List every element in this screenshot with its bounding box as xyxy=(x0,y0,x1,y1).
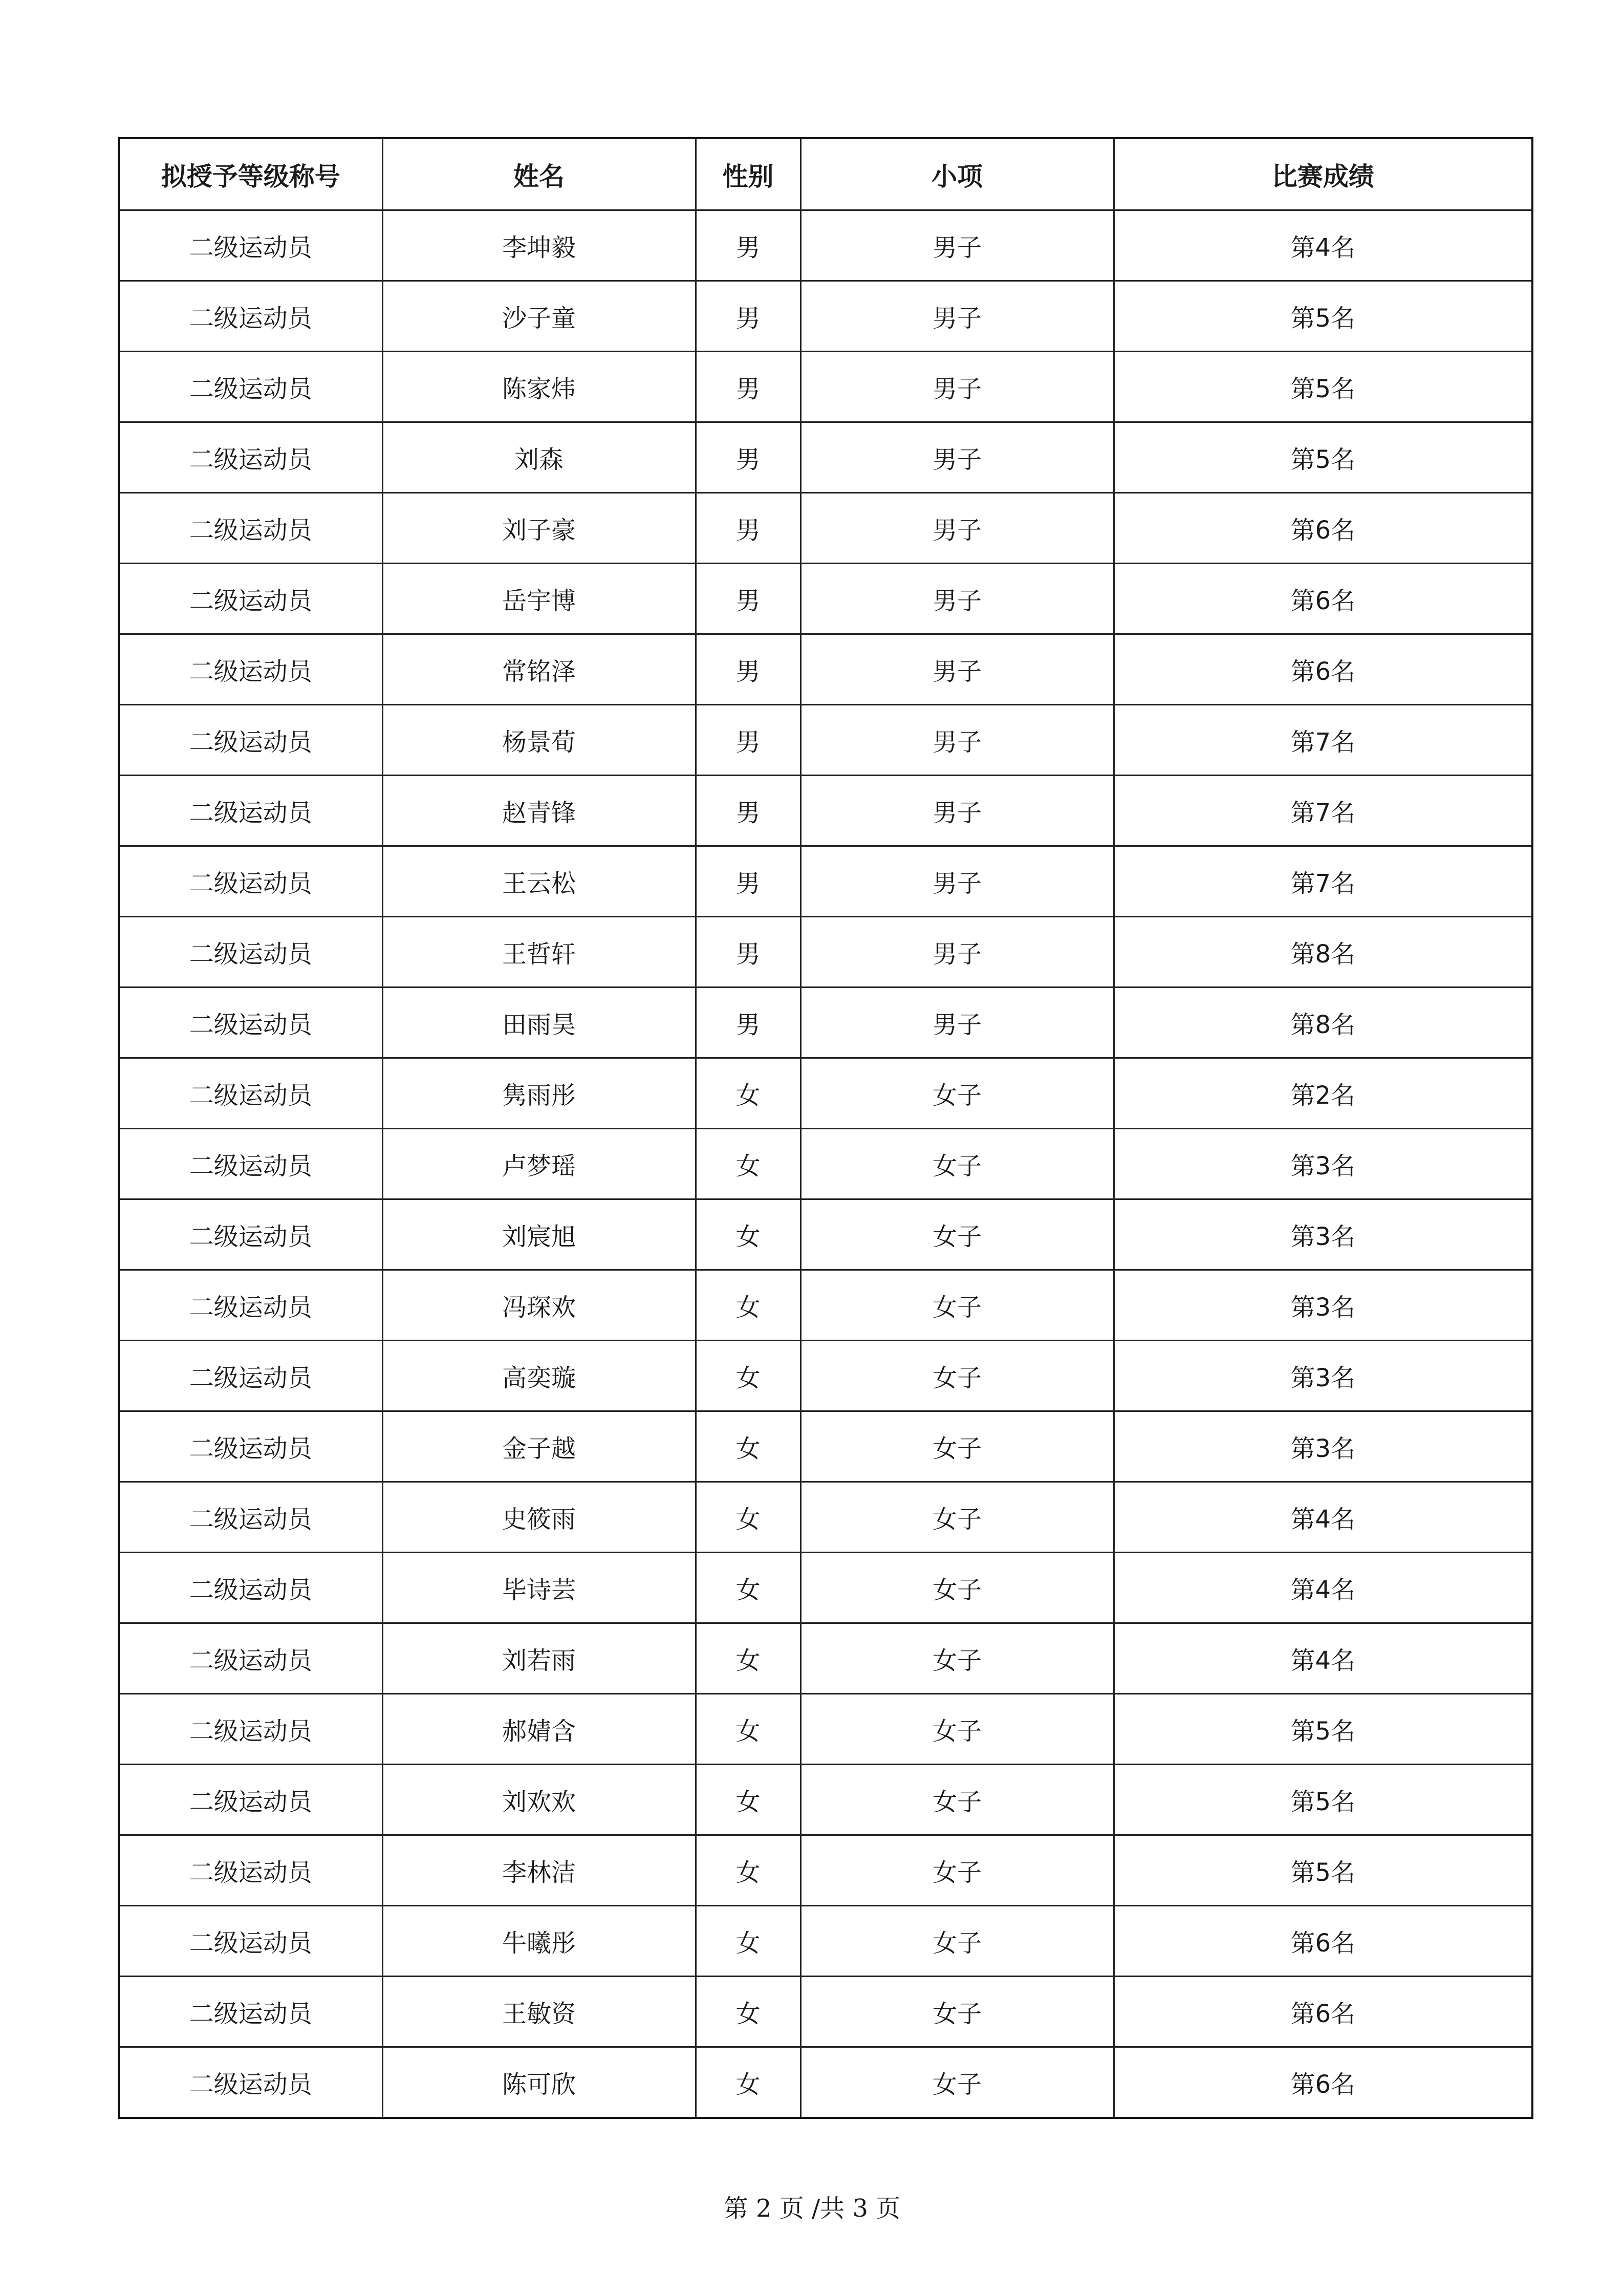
table-row xyxy=(119,1199,1532,1270)
cell-gender: 男 xyxy=(696,422,800,493)
table-row xyxy=(119,1906,1532,1977)
table-body xyxy=(119,210,1532,2118)
cell-gender: 女 xyxy=(696,2047,800,2118)
cell-result: 第6名 xyxy=(1114,1906,1532,1977)
table-row xyxy=(119,422,1532,493)
cell-gender: 女 xyxy=(696,1058,800,1129)
header-name: 姓名 xyxy=(382,138,696,210)
cell-gender: 男 xyxy=(696,352,800,422)
cell-result: 第3名 xyxy=(1114,1341,1532,1411)
cell-title-grade: 二级运动员 xyxy=(119,564,382,634)
cell-gender: 男 xyxy=(696,634,800,705)
cell-gender: 女 xyxy=(696,1623,800,1694)
cell-name: 田雨昊 xyxy=(382,988,696,1058)
cell-name: 刘子豪 xyxy=(382,493,696,564)
cell-result: 第3名 xyxy=(1114,1199,1532,1270)
table-row xyxy=(119,1765,1532,1835)
header-event: 小项 xyxy=(800,138,1114,210)
cell-title-grade: 二级运动员 xyxy=(119,1835,382,1906)
cell-event: 女子 xyxy=(800,2047,1114,2118)
cell-result: 第4名 xyxy=(1114,1623,1532,1694)
table-row xyxy=(119,1977,1532,2047)
cell-event: 男子 xyxy=(800,705,1114,776)
cell-result: 第6名 xyxy=(1114,493,1532,564)
cell-title-grade: 二级运动员 xyxy=(119,1623,382,1694)
table-row xyxy=(119,1411,1532,1482)
cell-name: 高奕璇 xyxy=(382,1341,696,1411)
cell-gender: 男 xyxy=(696,210,800,281)
cell-title-grade: 二级运动员 xyxy=(119,634,382,705)
cell-name: 史筱雨 xyxy=(382,1482,696,1553)
cell-name: 刘森 xyxy=(382,422,696,493)
cell-title-grade: 二级运动员 xyxy=(119,1977,382,2047)
cell-result: 第7名 xyxy=(1114,776,1532,846)
cell-result: 第7名 xyxy=(1114,846,1532,917)
cell-gender: 男 xyxy=(696,493,800,564)
table-row xyxy=(119,564,1532,634)
cell-title-grade: 二级运动员 xyxy=(119,210,382,281)
cell-title-grade: 二级运动员 xyxy=(119,846,382,917)
cell-result: 第6名 xyxy=(1114,634,1532,705)
cell-name: 陈可欣 xyxy=(382,2047,696,2118)
cell-name: 金子越 xyxy=(382,1411,696,1482)
cell-result: 第6名 xyxy=(1114,564,1532,634)
cell-title-grade: 二级运动员 xyxy=(119,2047,382,2118)
cell-result: 第6名 xyxy=(1114,2047,1532,2118)
table-row xyxy=(119,1553,1532,1623)
cell-title-grade: 二级运动员 xyxy=(119,988,382,1058)
cell-event: 女子 xyxy=(800,1058,1114,1129)
cell-title-grade: 二级运动员 xyxy=(119,1411,382,1482)
cell-result: 第6名 xyxy=(1114,1977,1532,2047)
cell-result: 第5名 xyxy=(1114,352,1532,422)
cell-event: 男子 xyxy=(800,210,1114,281)
cell-result: 第7名 xyxy=(1114,705,1532,776)
cell-result: 第3名 xyxy=(1114,1411,1532,1482)
cell-event: 女子 xyxy=(800,1694,1114,1765)
table-row xyxy=(119,1835,1532,1906)
cell-title-grade: 二级运动员 xyxy=(119,281,382,352)
cell-title-grade: 二级运动员 xyxy=(119,1058,382,1129)
cell-event: 男子 xyxy=(800,281,1114,352)
cell-gender: 女 xyxy=(696,1341,800,1411)
cell-event: 女子 xyxy=(800,1270,1114,1341)
cell-result: 第8名 xyxy=(1114,988,1532,1058)
cell-event: 女子 xyxy=(800,1411,1114,1482)
cell-event: 女子 xyxy=(800,1765,1114,1835)
cell-name: 王云松 xyxy=(382,846,696,917)
cell-title-grade: 二级运动员 xyxy=(119,493,382,564)
table-row xyxy=(119,1058,1532,1129)
cell-name: 牛曦彤 xyxy=(382,1906,696,1977)
cell-gender: 男 xyxy=(696,705,800,776)
cell-name: 李坤毅 xyxy=(382,210,696,281)
table-row xyxy=(119,917,1532,988)
cell-title-grade: 二级运动员 xyxy=(119,1553,382,1623)
cell-title-grade: 二级运动员 xyxy=(119,352,382,422)
roster-table xyxy=(118,137,1533,2119)
cell-event: 男子 xyxy=(800,564,1114,634)
cell-name: 毕诗芸 xyxy=(382,1553,696,1623)
cell-result: 第4名 xyxy=(1114,1553,1532,1623)
table-row xyxy=(119,352,1532,422)
cell-event: 女子 xyxy=(800,1623,1114,1694)
cell-result: 第3名 xyxy=(1114,1270,1532,1341)
cell-name: 陈家炜 xyxy=(382,352,696,422)
cell-name: 冯琛欢 xyxy=(382,1270,696,1341)
cell-name: 刘宸旭 xyxy=(382,1199,696,1270)
cell-gender: 女 xyxy=(696,1411,800,1482)
table-row xyxy=(119,493,1532,564)
cell-event: 女子 xyxy=(800,1199,1114,1270)
table-row xyxy=(119,1270,1532,1341)
cell-gender: 女 xyxy=(696,1977,800,2047)
cell-gender: 女 xyxy=(696,1270,800,1341)
cell-event: 男子 xyxy=(800,634,1114,705)
cell-gender: 男 xyxy=(696,776,800,846)
cell-event: 女子 xyxy=(800,1129,1114,1199)
cell-result: 第2名 xyxy=(1114,1058,1532,1129)
cell-title-grade: 二级运动员 xyxy=(119,917,382,988)
cell-title-grade: 二级运动员 xyxy=(119,1270,382,1341)
cell-name: 杨景荀 xyxy=(382,705,696,776)
cell-name: 卢梦瑶 xyxy=(382,1129,696,1199)
table-row xyxy=(119,846,1532,917)
cell-result: 第4名 xyxy=(1114,1482,1532,1553)
header-title-grade: 拟授予等级称号 xyxy=(119,138,382,210)
table-row xyxy=(119,1623,1532,1694)
cell-event: 女子 xyxy=(800,1977,1114,2047)
table-row xyxy=(119,705,1532,776)
cell-event: 男子 xyxy=(800,776,1114,846)
cell-event: 男子 xyxy=(800,917,1114,988)
cell-name: 王哲轩 xyxy=(382,917,696,988)
table-row xyxy=(119,1341,1532,1411)
header-result: 比赛成绩 xyxy=(1114,138,1532,210)
cell-result: 第8名 xyxy=(1114,917,1532,988)
cell-title-grade: 二级运动员 xyxy=(119,1199,382,1270)
cell-event: 女子 xyxy=(800,1482,1114,1553)
cell-name: 沙子童 xyxy=(382,281,696,352)
table-row xyxy=(119,210,1532,281)
cell-gender: 女 xyxy=(696,1906,800,1977)
cell-title-grade: 二级运动员 xyxy=(119,1482,382,1553)
cell-event: 男子 xyxy=(800,493,1114,564)
cell-gender: 男 xyxy=(696,917,800,988)
cell-name: 郝婧含 xyxy=(382,1694,696,1765)
cell-event: 男子 xyxy=(800,988,1114,1058)
cell-event: 女子 xyxy=(800,1553,1114,1623)
cell-name: 刘若雨 xyxy=(382,1623,696,1694)
cell-title-grade: 二级运动员 xyxy=(119,705,382,776)
cell-result: 第5名 xyxy=(1114,281,1532,352)
table-row xyxy=(119,1129,1532,1199)
cell-result: 第3名 xyxy=(1114,1129,1532,1199)
cell-gender: 女 xyxy=(696,1199,800,1270)
cell-gender: 女 xyxy=(696,1765,800,1835)
cell-event: 男子 xyxy=(800,846,1114,917)
cell-gender: 男 xyxy=(696,281,800,352)
table-row xyxy=(119,988,1532,1058)
cell-title-grade: 二级运动员 xyxy=(119,1694,382,1765)
cell-gender: 男 xyxy=(696,988,800,1058)
cell-event: 男子 xyxy=(800,422,1114,493)
cell-result: 第5名 xyxy=(1114,1694,1532,1765)
cell-title-grade: 二级运动员 xyxy=(119,422,382,493)
cell-name: 隽雨彤 xyxy=(382,1058,696,1129)
table-row xyxy=(119,1694,1532,1765)
cell-gender: 女 xyxy=(696,1694,800,1765)
cell-result: 第4名 xyxy=(1114,210,1532,281)
cell-title-grade: 二级运动员 xyxy=(119,1765,382,1835)
cell-gender: 女 xyxy=(696,1129,800,1199)
cell-gender: 男 xyxy=(696,846,800,917)
cell-event: 男子 xyxy=(800,352,1114,422)
page-number: 第 2 页 /共 3 页 xyxy=(723,2194,901,2223)
cell-gender: 女 xyxy=(696,1482,800,1553)
cell-gender: 女 xyxy=(696,1553,800,1623)
cell-result: 第5名 xyxy=(1114,1835,1532,1906)
cell-event: 女子 xyxy=(800,1835,1114,1906)
header-row xyxy=(119,138,1532,210)
table-header xyxy=(119,138,1532,210)
header-gender: 性别 xyxy=(696,138,800,210)
cell-gender: 女 xyxy=(696,1835,800,1906)
cell-name: 王敏资 xyxy=(382,1977,696,2047)
cell-name: 岳宇博 xyxy=(382,564,696,634)
cell-name: 李林洁 xyxy=(382,1835,696,1906)
cell-result: 第5名 xyxy=(1114,1765,1532,1835)
cell-title-grade: 二级运动员 xyxy=(119,1129,382,1199)
cell-gender: 男 xyxy=(696,564,800,634)
cell-result: 第5名 xyxy=(1114,422,1532,493)
cell-name: 刘欢欢 xyxy=(382,1765,696,1835)
cell-title-grade: 二级运动员 xyxy=(119,1341,382,1411)
table-row xyxy=(119,634,1532,705)
cell-name: 赵青锋 xyxy=(382,776,696,846)
cell-title-grade: 二级运动员 xyxy=(119,776,382,846)
table-row xyxy=(119,1482,1532,1553)
table-row xyxy=(119,281,1532,352)
table-row xyxy=(119,776,1532,846)
cell-event: 女子 xyxy=(800,1341,1114,1411)
cell-event: 女子 xyxy=(800,1906,1114,1977)
cell-name: 常铭泽 xyxy=(382,634,696,705)
cell-title-grade: 二级运动员 xyxy=(119,1906,382,1977)
table-row xyxy=(119,2047,1532,2118)
